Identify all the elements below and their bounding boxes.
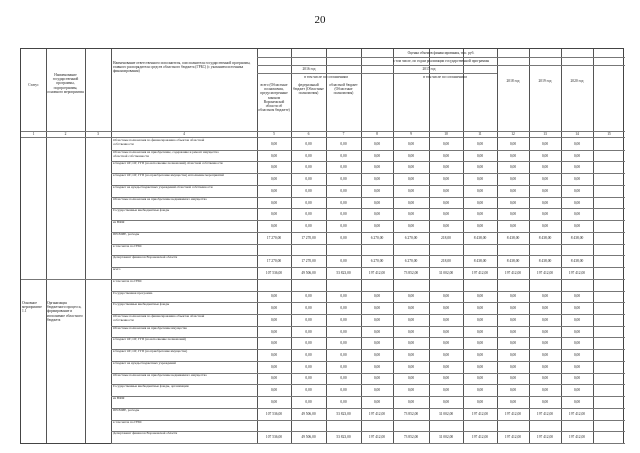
value-cell: 0,00: [476, 212, 484, 217]
value-cell: 0,00: [270, 399, 278, 404]
value-cell: 0,00: [373, 353, 381, 358]
value-cell: 0,00: [407, 200, 415, 205]
value-cell: 0,00: [270, 353, 278, 358]
value-cell: 0,00: [541, 223, 549, 228]
row-label: Департамент финансов Воронежской области: [113, 431, 178, 436]
value-cell: 53 823,00: [336, 435, 351, 440]
col-status-header: Статус: [28, 83, 39, 87]
value-cell: 0,00: [442, 223, 450, 228]
value-cell: 0,00: [305, 188, 312, 193]
row-label: в бюджет ОГ, ОГ, ГГП (на приобретение имущества) исполнение мероприятий: [113, 173, 224, 178]
value-cell: 0,00: [305, 364, 312, 369]
value-cell: 0,00: [340, 329, 347, 334]
value-cell: 0,00: [442, 306, 450, 311]
column-number: 14: [575, 132, 579, 136]
value-cell: 197 412,00: [504, 270, 522, 275]
value-cell: 0,00: [340, 364, 347, 369]
col-federal-header: федеральный бюджет (Областные полномочия): [293, 83, 324, 96]
budget-table: [20, 48, 624, 444]
value-cell: 0,00: [373, 329, 381, 334]
value-cell: 0,00: [442, 294, 450, 299]
row-label: Департамент финансов Воронежской области: [113, 255, 178, 260]
header-caption: Оценка объемов финансирования, тыс. руб.: [407, 51, 475, 55]
value-cell: 0,00: [509, 177, 517, 182]
value-cell: 0,00: [541, 317, 549, 322]
value-cell: 0,00: [305, 223, 312, 228]
value-cell: 0,00: [407, 223, 415, 228]
value-cell: 0,00: [373, 165, 381, 170]
value-cell: 0,00: [407, 399, 415, 404]
value-cell: 0,00: [340, 235, 347, 240]
value-cell: 0,00: [476, 353, 484, 358]
value-cell: 8 438,00: [473, 235, 487, 240]
value-cell: 0,00: [270, 165, 278, 170]
value-cell: 0,00: [476, 153, 484, 158]
column-number: 8: [376, 132, 378, 136]
value-cell: 0,00: [373, 376, 381, 381]
year-2017: 2017 год: [422, 67, 436, 71]
column-number: 15: [607, 132, 611, 136]
value-cell: 53 823,00: [336, 411, 351, 416]
value-cell: 0,00: [509, 399, 517, 404]
row-label: Областные полномочия по финансированию объектов областной собственности: [113, 138, 205, 146]
value-cell: 0,00: [573, 306, 581, 311]
value-cell: 8 438,00: [473, 259, 487, 264]
value-cell: 49 506,00: [301, 435, 316, 440]
value-cell: 0,00: [407, 177, 415, 182]
value-cell: 17 270,00: [266, 235, 282, 240]
value-cell: 0,00: [373, 223, 381, 228]
value-cell: 0,00: [442, 364, 450, 369]
year-2020: 2020 год: [570, 79, 584, 83]
value-cell: 0,00: [305, 165, 312, 170]
value-cell: 0,00: [340, 353, 347, 358]
column-number: 13: [543, 132, 547, 136]
value-cell: 0,00: [305, 353, 312, 358]
value-cell: 0,00: [407, 294, 415, 299]
value-cell: 107 536,00: [265, 435, 283, 440]
value-cell: 0,00: [509, 223, 517, 228]
value-cell: 0,00: [509, 165, 517, 170]
value-cell: 0,00: [573, 329, 581, 334]
value-cell: 6 270,00: [404, 259, 418, 264]
column-number: 10: [444, 132, 448, 136]
value-cell: 0,00: [340, 388, 347, 393]
year-2019: 2019 год: [538, 79, 552, 83]
value-cell: 0,00: [373, 212, 381, 217]
value-cell: 0,00: [573, 341, 581, 346]
value-cell: 197 412,00: [368, 270, 386, 275]
value-cell: 197 412,00: [536, 435, 554, 440]
value-cell: 0,00: [442, 165, 450, 170]
value-cell: 0,00: [442, 399, 450, 404]
value-cell: 0,00: [442, 212, 450, 217]
row-label: в бюджет на нужды бюджетных учреждений: [113, 360, 176, 365]
value-cell: 197 412,00: [568, 435, 586, 440]
value-cell: 73 852,00: [403, 435, 419, 440]
year-2016: 2016 год: [302, 67, 316, 71]
value-cell: 197 412,00: [471, 411, 489, 416]
value-cell: 0,00: [541, 306, 549, 311]
row-label: Областные полномочия на приобретение недвижимого имущества: [113, 372, 207, 377]
measure-name-cell: Организация бюджетного процесса, формирование и исполнение областного бюджета: [47, 301, 83, 322]
value-cell: 0,00: [541, 294, 549, 299]
value-cell: 0,00: [573, 317, 581, 322]
value-cell: 0,00: [270, 200, 278, 205]
row-label: в бюджет ОГ, ОГ, ГГП (на приобретение имущества): [113, 349, 188, 354]
row-label: ПРОЧИЕ, расходы: [113, 407, 140, 412]
value-cell: 0,00: [541, 212, 549, 217]
value-cell: 0,00: [476, 306, 484, 311]
value-cell: 197 412,00: [471, 270, 489, 275]
value-cell: 0,00: [476, 294, 484, 299]
row-label: Государственные внебюджетные фонды: [113, 208, 170, 213]
header-subcaption: в том числе, по годам реализации государственной программы: [392, 59, 490, 63]
value-cell: 0,00: [305, 399, 312, 404]
value-cell: 0,00: [340, 212, 347, 217]
value-cell: 0,00: [541, 141, 549, 146]
value-cell: 0,00: [373, 317, 381, 322]
row-label: в том числе по ГРБС: [113, 419, 143, 424]
value-cell: 0,00: [509, 329, 517, 334]
column-number: 7: [342, 132, 345, 136]
value-cell: 0,00: [573, 165, 581, 170]
value-cell: 0,00: [541, 153, 549, 158]
value-cell: 0,00: [442, 353, 450, 358]
value-cell: 0,00: [509, 353, 517, 358]
value-cell: 0,00: [305, 329, 312, 334]
value-cell: 0,00: [340, 141, 347, 146]
contracts-2017: в том числе по соглашениям: [423, 75, 467, 79]
value-cell: 197 412,00: [568, 411, 586, 416]
value-cell: 0,00: [509, 306, 517, 311]
value-cell: 0,00: [407, 329, 415, 334]
column-number: 12: [511, 132, 515, 136]
value-cell: 0,00: [573, 353, 581, 358]
value-cell: 0,00: [373, 177, 381, 182]
value-cell: 8 438,00: [506, 259, 520, 264]
value-cell: 0,00: [305, 200, 312, 205]
value-cell: 0,00: [407, 141, 415, 146]
value-cell: 197 412,00: [504, 435, 522, 440]
value-cell: 0,00: [340, 399, 347, 404]
value-cell: 0,00: [476, 141, 484, 146]
value-cell: 0,00: [476, 388, 484, 393]
value-cell: 218,00: [441, 259, 451, 264]
row-label: в бюджет ОГ, ОГ, ГГП (на исполнение полномочий) областной собственности: [113, 161, 223, 166]
value-cell: 49 506,00: [301, 411, 316, 416]
value-cell: 0,00: [541, 200, 549, 205]
value-cell: 0,00: [373, 341, 381, 346]
value-cell: 0,00: [305, 177, 312, 182]
value-cell: 0,00: [442, 141, 450, 146]
value-cell: 0,00: [373, 188, 381, 193]
row-label: в том числе по ГРБС: [113, 243, 143, 248]
value-cell: 0,00: [373, 388, 381, 393]
value-cell: 0,00: [373, 153, 381, 158]
value-cell: 0,00: [407, 165, 415, 170]
value-cell: 197 412,00: [471, 435, 489, 440]
col-regional-header: областной бюджет (Областные полномочия): [329, 83, 358, 96]
value-cell: 73 852,00: [403, 270, 419, 275]
row-label: Областные полномочия по финансированию объектов областной собственности: [113, 313, 205, 322]
row-label: из ВФФ: [113, 396, 125, 401]
value-cell: 8 438,00: [506, 235, 520, 240]
value-cell: 0,00: [541, 165, 549, 170]
value-cell: 0,00: [270, 341, 278, 346]
value-cell: 107 536,00: [265, 411, 283, 416]
value-cell: 0,00: [476, 165, 484, 170]
value-cell: 0,00: [442, 329, 450, 334]
value-cell: 0,00: [541, 376, 549, 381]
value-cell: 0,00: [340, 200, 347, 205]
value-cell: 0,00: [407, 317, 415, 322]
value-cell: 0,00: [305, 153, 312, 158]
value-cell: 0,00: [442, 341, 450, 346]
value-cell: 0,00: [541, 341, 549, 346]
column-number: 9: [410, 132, 412, 136]
value-cell: 0,00: [476, 341, 484, 346]
value-cell: 0,00: [270, 294, 278, 299]
value-cell: 0,00: [476, 399, 484, 404]
column-number: 5: [273, 132, 275, 136]
value-cell: 6 270,00: [404, 235, 418, 240]
value-cell: 0,00: [270, 329, 278, 334]
value-cell: 0,00: [305, 388, 312, 393]
value-cell: 0,00: [305, 306, 312, 311]
value-cell: 0,00: [270, 388, 278, 393]
value-cell: 197 412,00: [504, 411, 522, 416]
value-cell: 0,00: [573, 223, 581, 228]
value-cell: 0,00: [270, 223, 278, 228]
value-cell: 6 270,00: [370, 259, 384, 264]
status-cell: Основное мероприятие 1.1: [22, 301, 42, 314]
value-cell: 0,00: [340, 259, 347, 264]
value-cell: 0,00: [509, 376, 517, 381]
value-cell: 0,00: [305, 212, 312, 217]
value-cell: 0,00: [340, 165, 347, 170]
value-cell: 197 412,00: [368, 435, 386, 440]
value-cell: 49 506,00: [301, 270, 316, 275]
column-number: 3: [97, 132, 99, 136]
value-cell: 0,00: [442, 388, 450, 393]
column-number: 4: [183, 132, 185, 136]
value-cell: 0,00: [509, 294, 517, 299]
value-cell: 0,00: [476, 364, 484, 369]
value-cell: 0,00: [407, 353, 415, 358]
value-cell: 0,00: [270, 212, 278, 217]
value-cell: 8 438,00: [570, 259, 584, 264]
value-cell: 0,00: [373, 294, 381, 299]
value-cell: 0,00: [407, 364, 415, 369]
value-cell: 0,00: [573, 200, 581, 205]
value-cell: 31 002,00: [438, 411, 454, 416]
value-cell: 0,00: [573, 399, 581, 404]
value-cell: 0,00: [509, 341, 517, 346]
value-cell: 0,00: [340, 188, 347, 193]
value-cell: 0,00: [270, 177, 278, 182]
value-cell: 53 823,00: [336, 270, 351, 275]
value-cell: 0,00: [509, 388, 517, 393]
value-cell: 0,00: [407, 388, 415, 393]
row-label: Областные полномочия на приобретение недвижимого имущества: [113, 196, 207, 201]
value-cell: 0,00: [407, 376, 415, 381]
value-cell: 0,00: [270, 153, 278, 158]
value-cell: 0,00: [340, 306, 347, 311]
value-cell: 73 852,00: [403, 411, 419, 416]
col-name-header: Наименование государственной программы, подпрограммы, основного мероприятия: [47, 73, 84, 94]
value-cell: 6 270,00: [370, 235, 384, 240]
value-cell: 0,00: [305, 317, 312, 322]
value-cell: 0,00: [340, 317, 347, 322]
value-cell: 0,00: [340, 153, 347, 158]
value-cell: 197 412,00: [536, 270, 554, 275]
value-cell: 0,00: [305, 341, 312, 346]
row-label: Государственные внебюджетные фонды: [113, 302, 170, 307]
value-cell: 0,00: [509, 141, 517, 146]
value-cell: 0,00: [373, 399, 381, 404]
column-number: 6: [307, 132, 310, 136]
col-source-header: Наименование ответственного исполнителя, соисполнителя государственной программы, главного распорядителя средств областного бюджета (ГРБС) (с указанием источника финансирования): [113, 61, 251, 74]
value-cell: 0,00: [541, 399, 549, 404]
value-cell: 17 270,00: [301, 235, 316, 240]
value-cell: 0,00: [340, 223, 347, 228]
value-cell: 0,00: [442, 376, 450, 381]
value-cell: 0,00: [442, 317, 450, 322]
value-cell: 0,00: [509, 188, 517, 193]
row-divider: [21, 279, 625, 280]
value-cell: 17 270,00: [301, 259, 316, 264]
value-cell: 0,00: [373, 364, 381, 369]
value-cell: 0,00: [476, 317, 484, 322]
row-label: в том числе по ГРБС: [113, 278, 143, 283]
value-cell: 8 438,00: [538, 259, 552, 264]
row-label: Областные полномочия на приобретение, содержание и ремонт имущества областной собственности: [113, 149, 219, 158]
value-cell: 0,00: [373, 200, 381, 205]
value-cell: 0,00: [305, 294, 312, 299]
value-cell: 0,00: [573, 153, 581, 158]
value-cell: 0,00: [340, 341, 347, 346]
value-cell: 31 002,00: [438, 435, 454, 440]
value-cell: 0,00: [270, 376, 278, 381]
value-cell: 197 412,00: [536, 411, 554, 416]
value-cell: 0,00: [541, 353, 549, 358]
col-rule: [85, 49, 86, 443]
value-cell: 0,00: [270, 306, 278, 311]
value-cell: 0,00: [476, 376, 484, 381]
value-cell: 0,00: [573, 294, 581, 299]
value-cell: 0,00: [340, 177, 347, 182]
value-cell: 0,00: [509, 200, 517, 205]
value-cell: 0,00: [407, 212, 415, 217]
value-cell: 0,00: [573, 212, 581, 217]
row-divider: [111, 443, 625, 444]
value-cell: 0,00: [270, 188, 278, 193]
value-cell: 0,00: [442, 188, 450, 193]
value-cell: 0,00: [270, 317, 278, 322]
value-cell: 0,00: [573, 376, 581, 381]
value-cell: 0,00: [476, 329, 484, 334]
column-number: 11: [478, 132, 482, 136]
value-cell: 0,00: [541, 188, 549, 193]
col-total-header: всего (Областные полномочия, предусмотренные законом Воронежской области об областном бюджете): [258, 83, 290, 113]
value-cell: 0,00: [270, 141, 278, 146]
value-cell: 0,00: [509, 212, 517, 217]
value-cell: 0,00: [476, 200, 484, 205]
value-cell: 0,00: [509, 364, 517, 369]
value-cell: 0,00: [305, 141, 312, 146]
column-number: 1: [32, 132, 35, 136]
value-cell: 8 438,00: [538, 235, 552, 240]
value-cell: 107 536,00: [265, 270, 283, 275]
value-cell: 0,00: [442, 200, 450, 205]
value-cell: 0,00: [407, 188, 415, 193]
value-cell: 0,00: [573, 388, 581, 393]
value-cell: 0,00: [373, 306, 381, 311]
row-label: Государственная программа: [113, 290, 153, 295]
value-cell: 0,00: [509, 153, 517, 158]
value-cell: 0,00: [407, 341, 415, 346]
value-cell: 197 412,00: [568, 270, 586, 275]
value-cell: 0,00: [573, 364, 581, 369]
value-cell: 0,00: [407, 306, 415, 311]
value-cell: 197 412,00: [368, 411, 386, 416]
value-cell: 0,00: [270, 364, 278, 369]
value-cell: 17 270,00: [266, 259, 282, 264]
value-cell: 0,00: [476, 177, 484, 182]
value-cell: 0,00: [541, 388, 549, 393]
value-cell: 0,00: [476, 188, 484, 193]
value-cell: 0,00: [442, 153, 450, 158]
value-cell: 218,00: [441, 235, 451, 240]
col-rule: [46, 49, 47, 443]
value-cell: 0,00: [541, 177, 549, 182]
row-label: Областные полномочия на приобретение имущества: [113, 325, 187, 330]
value-cell: 0,00: [476, 223, 484, 228]
column-number: 2: [64, 132, 67, 136]
value-cell: 0,00: [373, 141, 381, 146]
row-label: Государственные внебюджетные фонды, организации: [113, 384, 189, 389]
row-label: ПРОЧИЕ, расходы: [113, 231, 140, 236]
value-cell: 0,00: [340, 294, 347, 299]
year-2018: 2018 год: [506, 79, 520, 83]
value-cell: 0,00: [407, 153, 415, 158]
value-cell: 0,00: [340, 376, 347, 381]
value-cell: 31 002,00: [438, 270, 454, 275]
page-number: 20: [314, 14, 326, 26]
row-label: всего: [113, 267, 121, 272]
value-cell: 0,00: [573, 177, 581, 182]
value-cell: 8 438,00: [570, 235, 584, 240]
value-cell: 0,00: [573, 188, 581, 193]
row-label: в бюджет на нужды бюджетных учреждений областной собственности: [113, 184, 213, 189]
value-cell: 0,00: [509, 317, 517, 322]
value-cell: 0,00: [541, 329, 549, 334]
contracts-2016: в том числе по соглашениям: [304, 75, 348, 79]
row-label: в бюджет ОГ, ОГ, ГГП (на исполнение полномочий): [113, 337, 186, 342]
value-cell: 0,00: [305, 376, 312, 381]
value-cell: 0,00: [573, 141, 581, 146]
row-label: из ВФФ: [113, 220, 125, 225]
value-cell: 0,00: [541, 364, 549, 369]
value-cell: 0,00: [442, 177, 450, 182]
